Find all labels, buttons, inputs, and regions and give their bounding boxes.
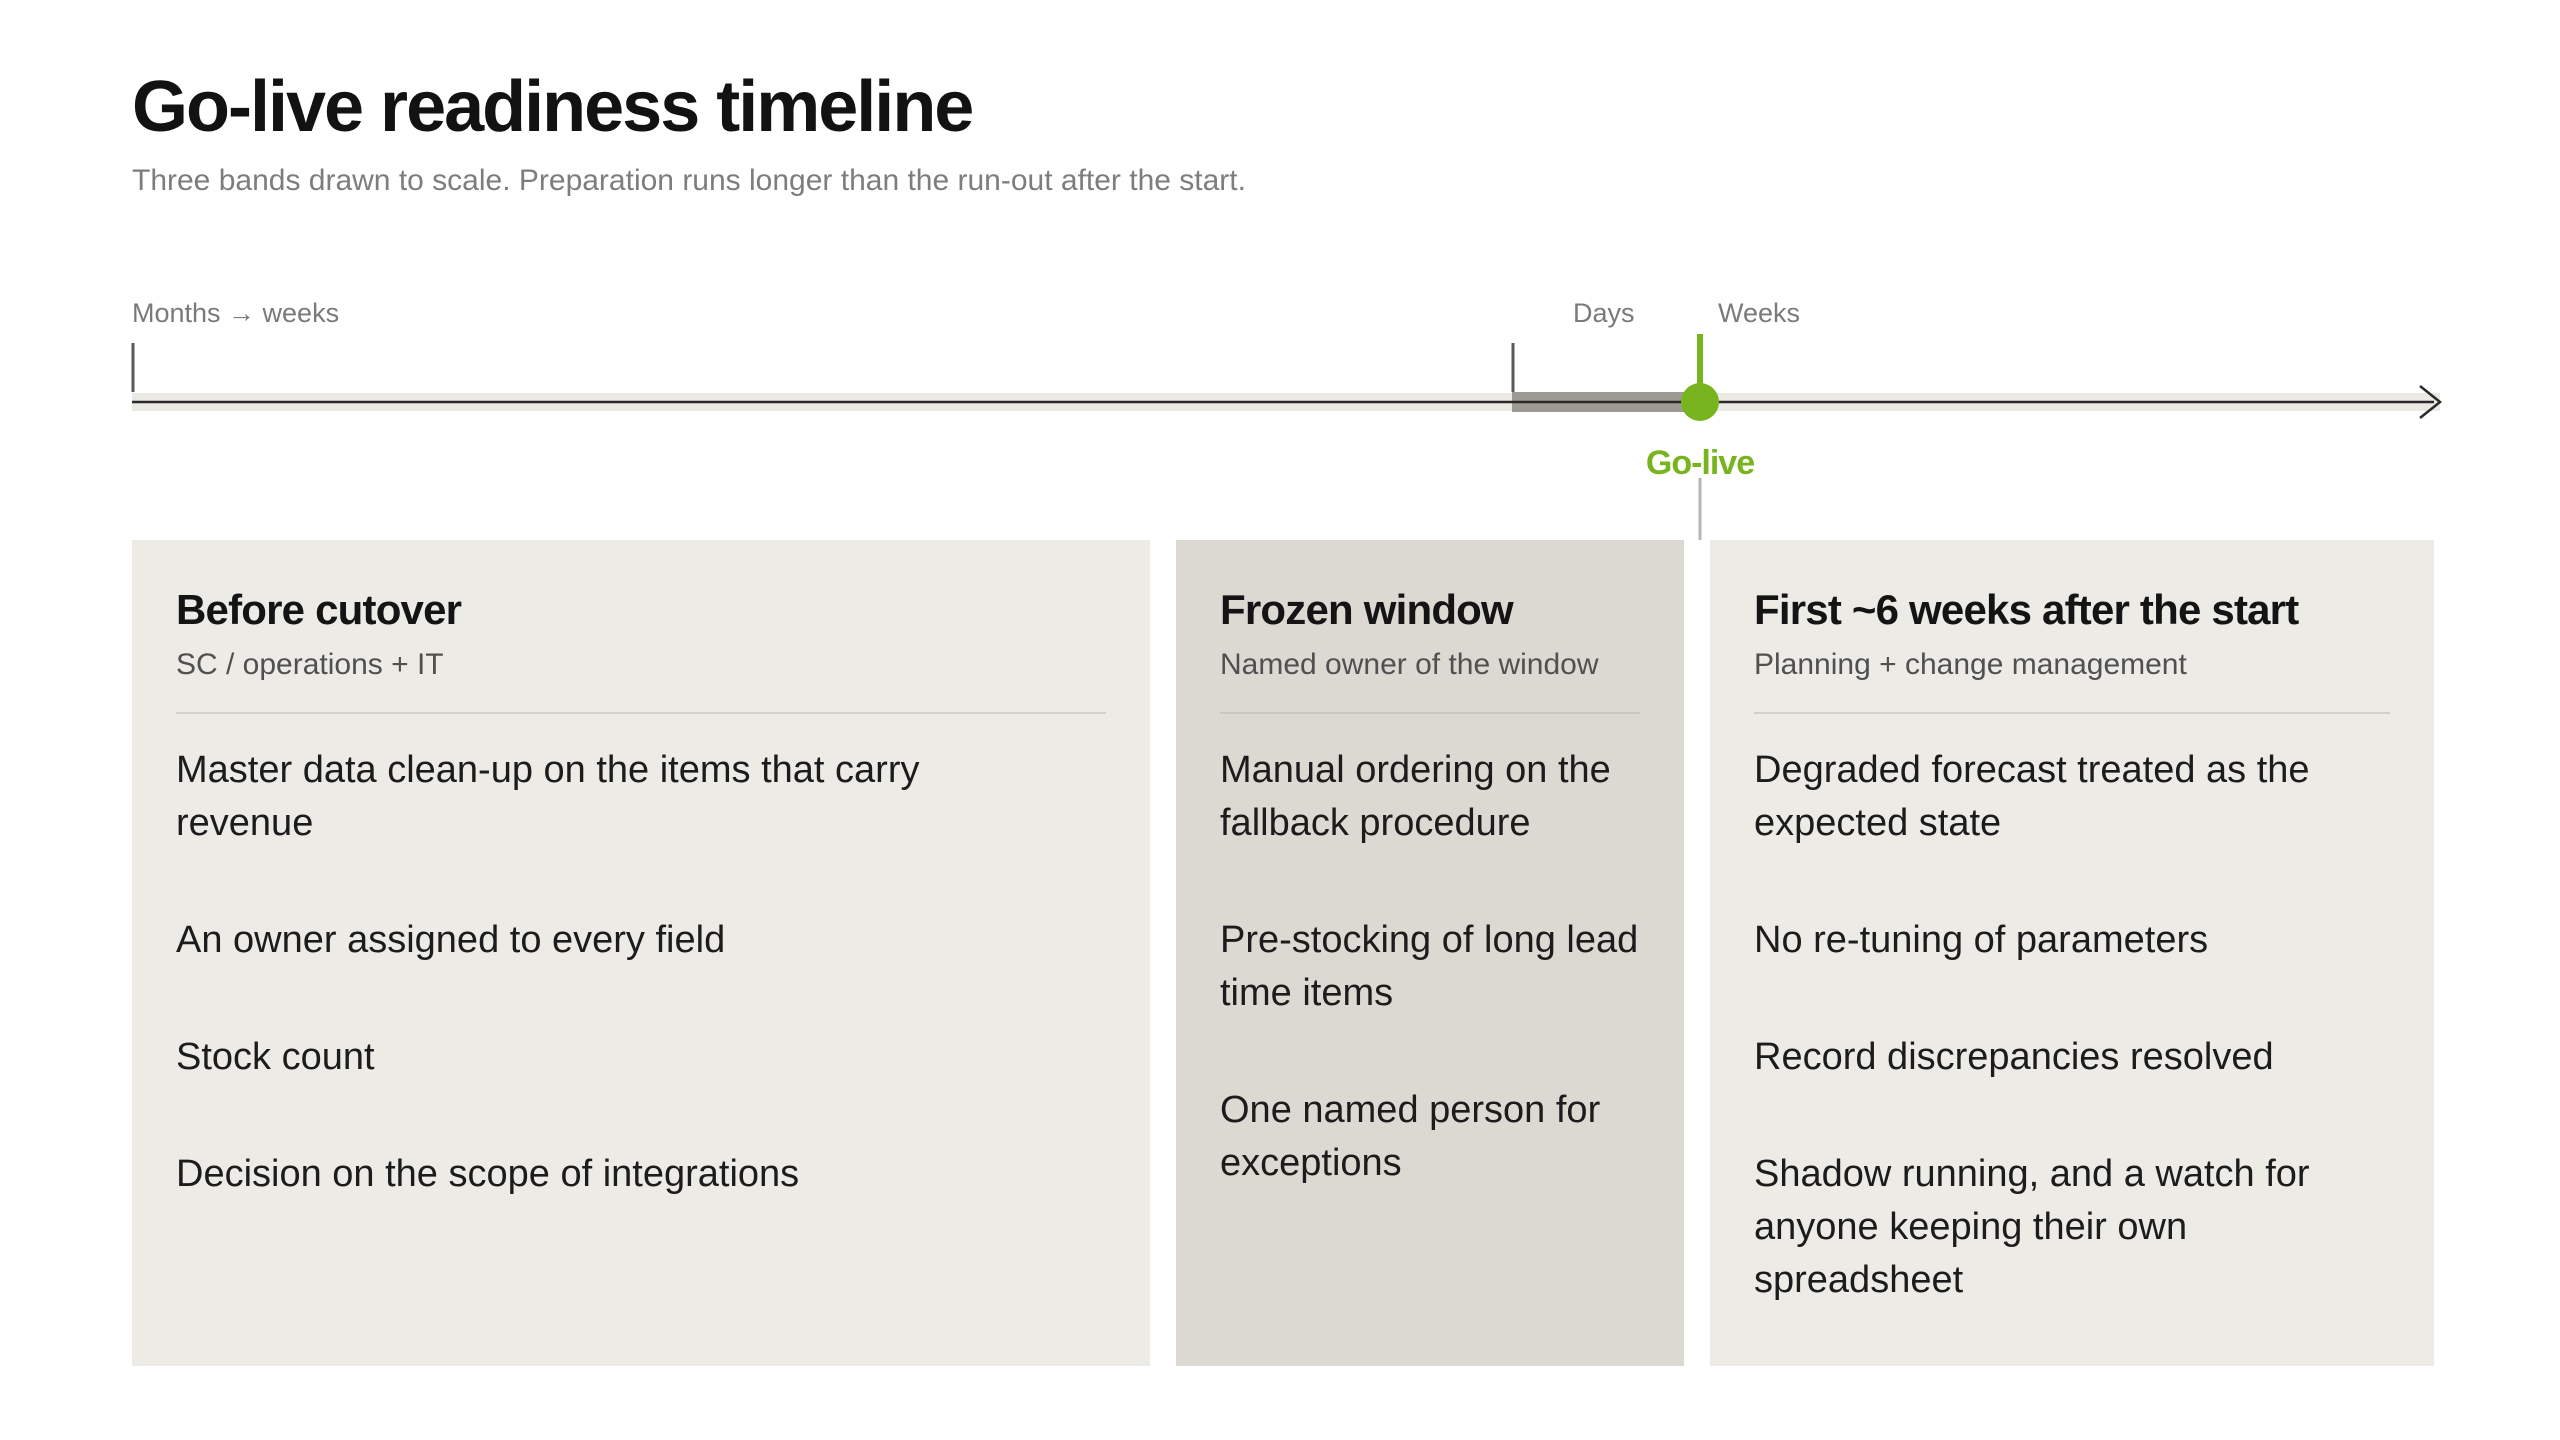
panel-title: Before cutover (176, 586, 462, 633)
timeline-label-frozen: Days (1573, 298, 1635, 328)
golive-label: Go-live (1645, 444, 1755, 482)
timeline-label-after: Weeks (1718, 298, 1801, 328)
timeline-label-before: Months → weeks (132, 298, 340, 328)
panel-after-start (1710, 540, 2434, 1366)
timeline-axis (0, 0, 2560, 560)
page-title: Go-live readiness timeline (132, 67, 973, 147)
panel-subtitle: Planning + change management (1754, 648, 2187, 681)
panel-before-cutover (132, 540, 1150, 1366)
panel-title: First ~6 weeks after the start (1754, 586, 2299, 633)
list-item: Manual ordering on the fallback procedure (1220, 749, 1611, 844)
panel-divider (1220, 712, 1640, 714)
panel-frozen-window (1176, 540, 1684, 1366)
list-item: Stock count (176, 1036, 375, 1078)
list-item: Decision on the scope of integrations (176, 1153, 800, 1195)
panel-title: Frozen window (1220, 586, 1513, 633)
panel-subtitle: SC / operations + IT (176, 648, 444, 681)
panel-divider (176, 712, 1106, 714)
list-item: Degraded forecast treated as the expected state (1754, 749, 2310, 844)
list-item: One named person for exceptions (1220, 1089, 1601, 1184)
list-item: Shadow running, and a watch for anyone keeping their own spreadsheet (1754, 1153, 2310, 1301)
list-item: Pre-stocking of long lead time items (1220, 919, 1639, 1014)
page-subtitle: Three bands drawn to scale. Preparation runs longer than the run-out after the start. (132, 164, 1246, 197)
list-item: No re-tuning of parameters (1754, 919, 2209, 961)
list-item: Record discrepancies resolved (1754, 1036, 2274, 1078)
list-item: Master data clean-up on the items that carry revenue (176, 749, 920, 844)
golive-marker-dot (1681, 383, 1719, 421)
panel-subtitle: Named owner of the window (1220, 648, 1599, 681)
panel-divider (1754, 712, 2390, 714)
list-item: An owner assigned to every field (176, 919, 726, 961)
